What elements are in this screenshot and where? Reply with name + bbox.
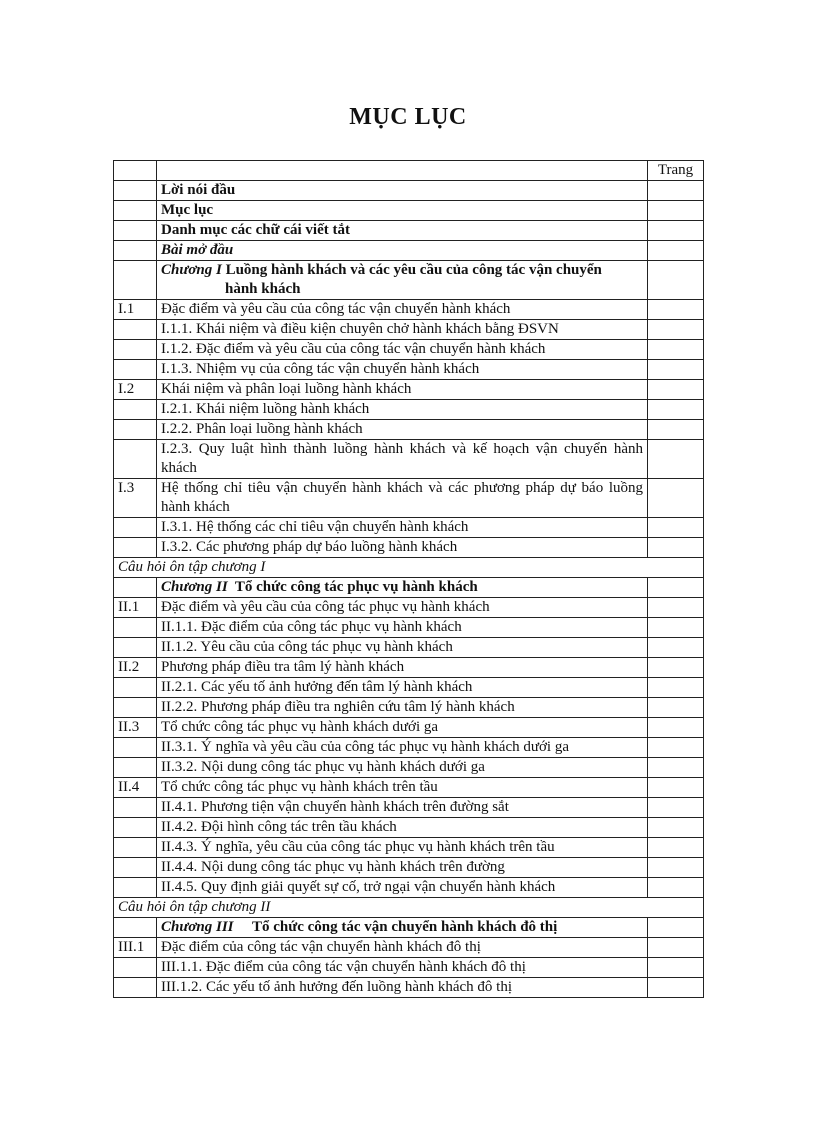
title-cell: [157, 161, 648, 181]
num-cell: [114, 578, 157, 598]
section-number: [114, 958, 157, 978]
toc-row: [114, 638, 704, 658]
review-row: [114, 898, 704, 918]
page-cell: [648, 818, 704, 838]
review-questions-entry: Câu hỏi ôn tập chương I: [114, 558, 704, 578]
page-column-header: Trang: [648, 161, 704, 181]
section-number: [114, 340, 157, 360]
toc-row: [114, 758, 704, 778]
toc-row: [114, 618, 704, 638]
num-cell: [114, 161, 157, 181]
toc-entry: Tổ chức công tác phục vụ hành khách trên tầu: [157, 778, 648, 798]
section-number: [114, 738, 157, 758]
toc-row: [114, 440, 704, 479]
page-cell: [648, 261, 704, 300]
toc-row: [114, 420, 704, 440]
toc-entry: Khái niệm và phân loại luồng hành khách: [157, 380, 648, 400]
toc-row: [114, 818, 704, 838]
page-cell: [648, 241, 704, 261]
section-number: II.1: [114, 598, 157, 618]
page-cell: [648, 838, 704, 858]
section-number: III.1: [114, 938, 157, 958]
toc-entry: II.2.2. Phương pháp điều tra nghiên cứu tâm lý hành khách: [157, 698, 648, 718]
section-number: [114, 798, 157, 818]
num-cell: [114, 181, 157, 201]
toc-row: [114, 658, 704, 678]
section-number: [114, 440, 157, 479]
toc-entry-abbreviations: Danh mục các chữ cái viết tắt: [157, 221, 648, 241]
chapter-label: Chương I: [161, 262, 222, 278]
page-cell: [648, 320, 704, 340]
toc-entry: Đặc điểm và yêu cầu của công tác phục vụ hành khách: [157, 598, 648, 618]
section-number: [114, 518, 157, 538]
page-cell: [648, 938, 704, 958]
num-cell: [114, 241, 157, 261]
section-number: II.2: [114, 658, 157, 678]
toc-row: [114, 598, 704, 618]
toc-entry: Đặc điểm của công tác vận chuyển hành khách đô thị: [157, 938, 648, 958]
chapter-title: Tổ chức công tác phục vụ hành khách: [234, 579, 478, 595]
toc-entry: I.2.3. Quy luật hình thành luồng hành khách và kế hoạch vận chuyển hành khách: [157, 440, 648, 479]
chapter-row: [114, 261, 704, 300]
page-cell: [648, 479, 704, 518]
page-cell: [648, 878, 704, 898]
section-number: [114, 698, 157, 718]
chapter-title-continued: hành khách: [225, 281, 301, 297]
section-number: II.3: [114, 718, 157, 738]
page-cell: [648, 658, 704, 678]
chapter-row: [114, 918, 704, 938]
toc-row: [114, 538, 704, 558]
toc-entry: III.1.2. Các yếu tố ảnh hưởng đến luồng hành khách đô thị: [157, 978, 648, 998]
toc-entry: I.2.2. Phân loại luồng hành khách: [157, 420, 648, 440]
toc-row: [114, 360, 704, 380]
toc-row: [114, 718, 704, 738]
page-cell: [648, 221, 704, 241]
toc-row: [114, 858, 704, 878]
page-cell: [648, 978, 704, 998]
num-cell: [114, 201, 157, 221]
toc-row: [114, 320, 704, 340]
toc-entry: II.4.1. Phương tiện vận chuyển hành khách trên đường sắt: [157, 798, 648, 818]
toc-entry: II.1.2. Yêu cầu của công tác phục vụ hành khách: [157, 638, 648, 658]
chapter-title: Tổ chức công tác vận chuyển hành khách đô thị: [251, 919, 558, 935]
toc-entry: II.1.1. Đặc điểm của công tác phục vụ hành khách: [157, 618, 648, 638]
review-row: [114, 558, 704, 578]
toc-row: [114, 958, 704, 978]
toc-row: [114, 400, 704, 420]
toc-row: [114, 778, 704, 798]
toc-row: [114, 838, 704, 858]
toc-entry: II.3.2. Nội dung công tác phục vụ hành khách dưới ga: [157, 758, 648, 778]
toc-row: [114, 201, 704, 221]
chapter-heading: [157, 578, 648, 598]
section-number: [114, 538, 157, 558]
page-cell: [648, 300, 704, 320]
page-cell: [648, 181, 704, 201]
toc-row: [114, 241, 704, 261]
review-questions-entry: Câu hỏi ôn tập chương II: [114, 898, 704, 918]
page-cell: [648, 440, 704, 479]
toc-row: [114, 380, 704, 400]
page-title: MỤC LỤC: [349, 104, 467, 130]
page-cell: [648, 638, 704, 658]
page-cell: [648, 798, 704, 818]
page-cell: [648, 738, 704, 758]
toc-entry: II.4.3. Ý nghĩa, yêu cầu của công tác phục vụ hành khách trên tầu: [157, 838, 648, 858]
num-cell: [114, 918, 157, 938]
toc-entry: I.2.1. Khái niệm luồng hành khách: [157, 400, 648, 420]
page-cell: [648, 598, 704, 618]
page-cell: [648, 718, 704, 738]
toc-row: [114, 300, 704, 320]
toc-entry-introduction: Bài mở đầu: [157, 241, 648, 261]
section-number: [114, 758, 157, 778]
page-cell: [648, 538, 704, 558]
toc-table: [113, 160, 704, 998]
toc-row: [114, 479, 704, 518]
page-cell: [648, 578, 704, 598]
toc-entry: Hệ thống chỉ tiêu vận chuyển hành khách và các phương pháp dự báo luồng hành khách: [157, 479, 648, 518]
toc-row: [114, 181, 704, 201]
section-number: [114, 838, 157, 858]
section-number: [114, 618, 157, 638]
toc-row: [114, 698, 704, 718]
toc-row: [114, 938, 704, 958]
section-number: [114, 360, 157, 380]
chapter-row: [114, 578, 704, 598]
num-cell: [114, 221, 157, 241]
section-number: [114, 878, 157, 898]
section-number: I.1: [114, 300, 157, 320]
page-cell: [648, 778, 704, 798]
toc-row: [114, 518, 704, 538]
toc-entry: I.3.2. Các phương pháp dự báo luồng hành khách: [157, 538, 648, 558]
section-number: [114, 858, 157, 878]
section-number: I.2: [114, 380, 157, 400]
page-cell: [648, 618, 704, 638]
toc-entry-preface: Lời nói đầu: [157, 181, 648, 201]
toc-row: [114, 340, 704, 360]
page-cell: [648, 918, 704, 938]
toc-entry: I.1.2. Đặc điểm và yêu cầu của công tác vận chuyển hành khách: [157, 340, 648, 360]
toc-entry: II.4.2. Đội hình công tác trên tầu khách: [157, 818, 648, 838]
toc-entry: II.4.5. Quy định giải quyết sự cố, trở ngại vận chuyển hành khách: [157, 878, 648, 898]
section-number: [114, 400, 157, 420]
section-number: [114, 978, 157, 998]
chapter-label: Chương III: [161, 919, 234, 935]
toc-row: [114, 221, 704, 241]
section-number: II.4: [114, 778, 157, 798]
chapter-heading: [157, 261, 648, 300]
page-cell: [648, 698, 704, 718]
toc-entry: I.1.1. Khái niệm và điều kiện chuyên chở hành khách bằng ĐSVN: [157, 320, 648, 340]
toc-entry: II.2.1. Các yếu tố ảnh hưởng đến tâm lý hành khách: [157, 678, 648, 698]
toc-entry: Đặc điểm và yêu cầu của công tác vận chuyển hành khách: [157, 300, 648, 320]
page-cell: [648, 380, 704, 400]
chapter-title: Luồng hành khách và các yêu cầu của công tác vận chuyển: [225, 262, 602, 278]
toc-row: [114, 738, 704, 758]
toc-entry: II.3.1. Ý nghĩa và yêu cầu của công tác phục vụ hành khách dưới ga: [157, 738, 648, 758]
section-number: [114, 320, 157, 340]
toc-entry: I.1.3. Nhiệm vụ của công tác vận chuyển hành khách: [157, 360, 648, 380]
page-cell: [648, 758, 704, 778]
section-number: [114, 678, 157, 698]
page-cell: [648, 958, 704, 978]
num-cell: [114, 261, 157, 300]
toc-entry: Phương pháp điều tra tâm lý hành khách: [157, 658, 648, 678]
page-cell: [648, 340, 704, 360]
section-number: [114, 818, 157, 838]
page-cell: [648, 858, 704, 878]
chapter-heading: [157, 918, 648, 938]
toc-row: [114, 878, 704, 898]
page-cell: [648, 400, 704, 420]
toc-row: [114, 798, 704, 818]
toc-row: [114, 678, 704, 698]
page-cell: [648, 678, 704, 698]
toc-entry: II.4.4. Nội dung công tác phục vụ hành khách trên đường: [157, 858, 648, 878]
toc-entry-contents: Mục lục: [157, 201, 648, 221]
toc-entry: III.1.1. Đặc điểm của công tác vận chuyển hành khách đô thị: [157, 958, 648, 978]
page-cell: [648, 360, 704, 380]
chapter-label: Chương II: [161, 579, 228, 595]
table-header-row: [114, 161, 704, 181]
toc-row: [114, 978, 704, 998]
section-number: [114, 638, 157, 658]
toc-entry: Tổ chức công tác phục vụ hành khách dưới ga: [157, 718, 648, 738]
toc-entry: I.3.1. Hệ thống các chỉ tiêu vận chuyển hành khách: [157, 518, 648, 538]
page-cell: [648, 518, 704, 538]
page-cell: [648, 420, 704, 440]
section-number: [114, 420, 157, 440]
page-cell: [648, 201, 704, 221]
section-number: I.3: [114, 479, 157, 518]
